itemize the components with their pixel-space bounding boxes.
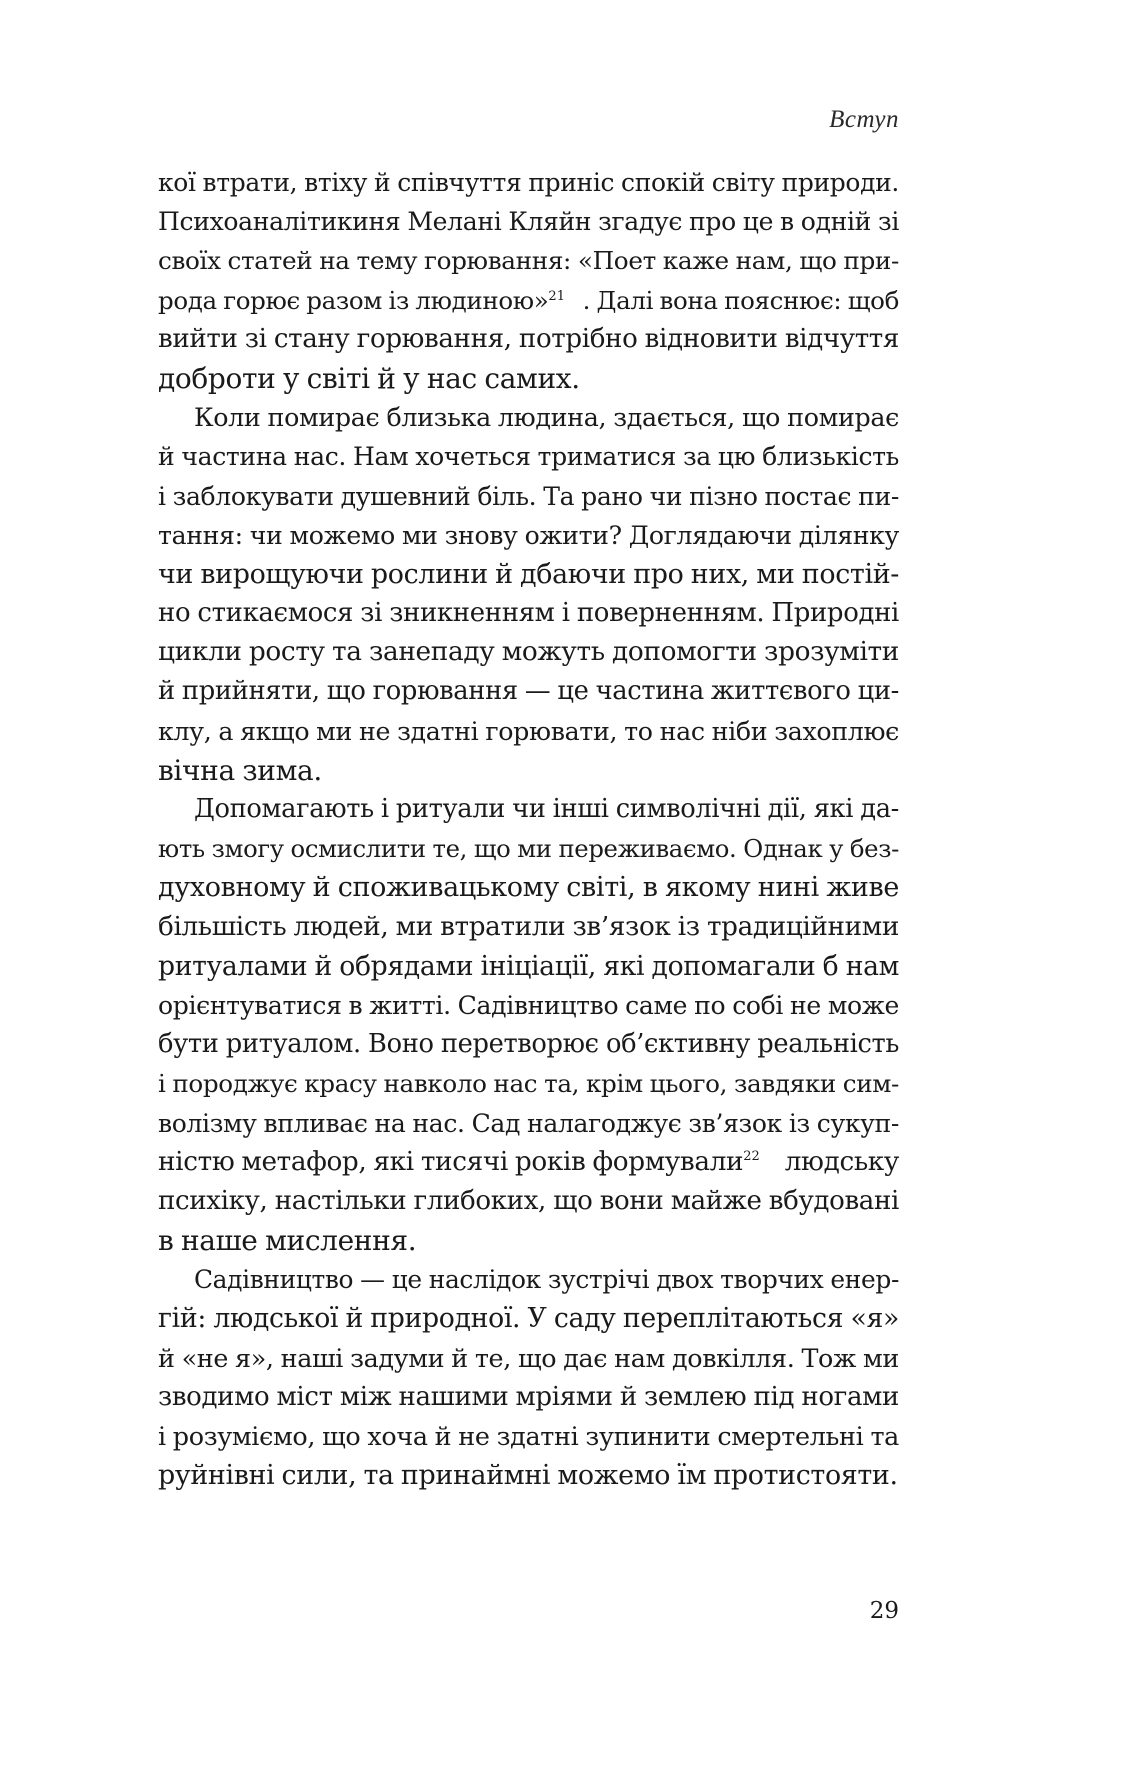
- text-line: Психоаналітикиня Мелані Кляйн згадує про це в одній зі: [158, 207, 899, 237]
- text-line: цикли росту та занепаду можуть допомогти зрозуміти: [158, 637, 899, 668]
- text-line: гій: людської й природної. У саду переплітаються «я»: [158, 1303, 899, 1335]
- text-line: зводимо міст між нашими мріями й землею під ногами: [158, 1381, 899, 1412]
- text-line: чи вирощуючи рослини й дбаючи про них, ми постій-: [158, 558, 899, 590]
- text-line: Коли помирає близька людина, здається, що помирає: [194, 402, 899, 433]
- text-line: Садівництво — це наслідок зустрічі двох творчих енер-: [194, 1265, 899, 1295]
- text-line: вийти зі стану горювання, потрібно відновити відчуття: [158, 323, 899, 354]
- text-line: ють змогу осмислити те, що ми переживаємо. Однак у без-: [158, 834, 899, 864]
- paragraph: [158, 1260, 899, 1495]
- paragraph: [158, 790, 899, 1260]
- text-line: но стикаємося зі зникненням і поверненням. Природні: [158, 598, 899, 629]
- text-line: своїх статей на тему горювання: «Поет каже нам, що при-: [158, 246, 899, 276]
- running-head: Вступ: [829, 106, 899, 133]
- text-line: доброти у світі й у нас самих.: [158, 361, 580, 395]
- text-line: волізму впливає на нас. Сад налагоджує зв’язок із сукуп-: [158, 1108, 899, 1138]
- page-number: 29: [869, 1598, 899, 1624]
- footnote-marker: 21: [548, 288, 565, 304]
- text-line: [158, 281, 899, 320]
- text-line: кої втрати, втіху й співчуття приніс спокій світу природи.: [158, 168, 899, 197]
- text-line: й «не я», наші задуми й те, що дає нам довкілля. Тож ми: [158, 1342, 899, 1373]
- text-line: більшість людей, ми втратили зв’язок із традиційними: [158, 911, 899, 942]
- text-line: руйнівні сили, та принаймні можемо їм протистояти.: [158, 1460, 898, 1492]
- text-line: орієнтуватися в житті. Садівництво саме по собі не може: [158, 990, 899, 1020]
- text-segment: людську: [784, 1146, 899, 1177]
- text-line: психіку, настільки глибоких, що вони майже вбудовані: [158, 1185, 899, 1216]
- text-line: клу, а якщо ми не здатні горювати, то нас ніби захоплює: [158, 716, 899, 746]
- text-line: і породжує красу навколо нас та, крім цього, завдяки сим-: [158, 1069, 899, 1099]
- text-line: ритуалами й обрядами ініціації, які допомагали б нам: [158, 950, 899, 982]
- text-line: тання: чи можемо ми знову ожити? Доглядаючи ділянку: [158, 520, 899, 550]
- paragraph: [158, 398, 899, 790]
- text-segment: ністю метафор, які тисячі років формували: [158, 1146, 744, 1177]
- text-line: духовному й споживацькому світі, в якому нині живе: [158, 872, 899, 904]
- text-line: й частина нас. Нам хочеться триматися за цю близькість: [158, 442, 899, 472]
- text-segment: рода горює разом із людиною»: [158, 285, 549, 315]
- text-line: в наше мислення.: [158, 1224, 417, 1258]
- text-segment: . Далі вона пояснює: щоб: [582, 285, 899, 315]
- text-line: Допомагають і ритуали чи інші символічні дії, які да-: [194, 794, 899, 824]
- text-line: [158, 1143, 899, 1182]
- body-text: [158, 163, 899, 1495]
- paragraph: [158, 163, 899, 398]
- text-line: бути ритуалом. Воно перетворює об’єктивну реальність: [158, 1029, 899, 1060]
- text-line: і розуміємо, що хоча й не здатні зупинити смертельні та: [158, 1421, 899, 1451]
- footnote-marker: 22: [743, 1148, 760, 1164]
- text-line: вічна зима.: [158, 753, 322, 787]
- text-line: і заблокувати душевний біль. Та рано чи пізно постає пи-: [158, 481, 899, 511]
- text-line: й прийняти, що горювання — це частина життєвого ци-: [158, 676, 899, 707]
